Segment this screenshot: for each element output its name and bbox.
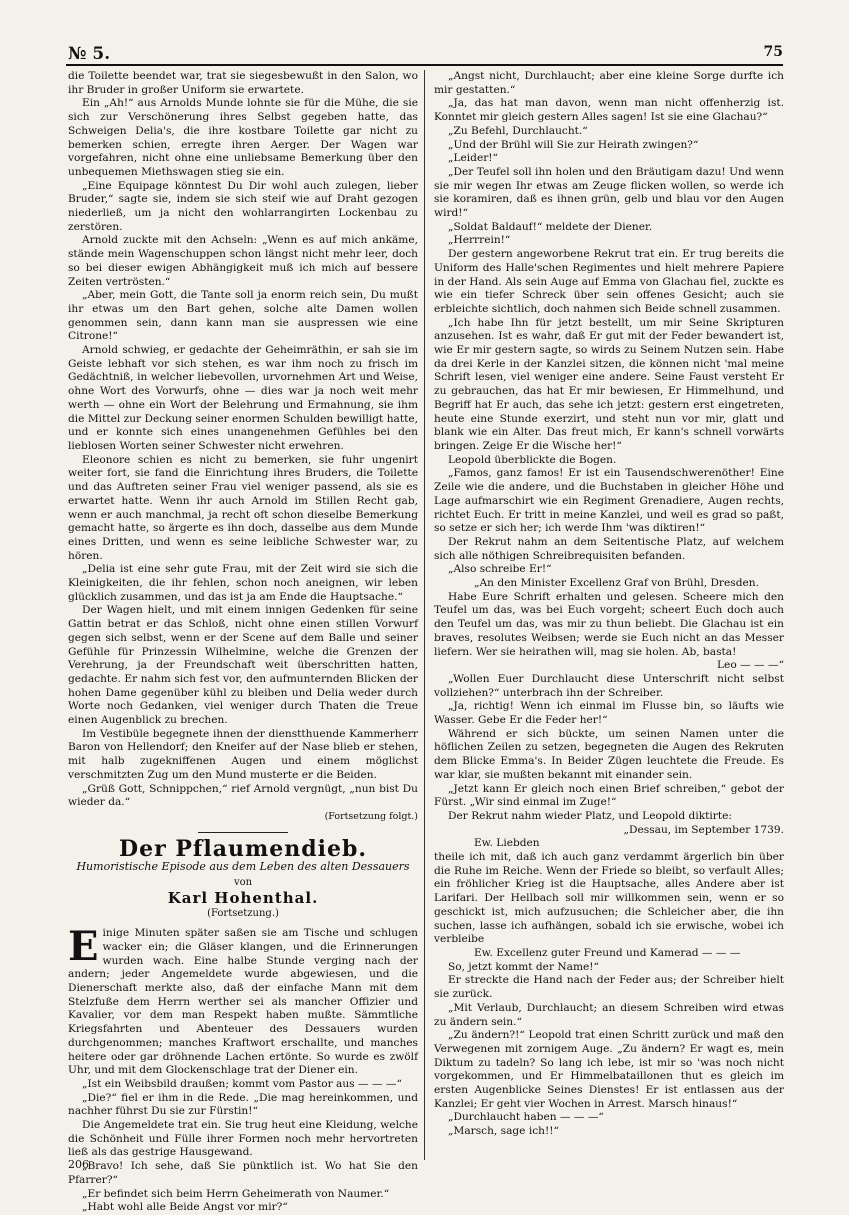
paragraph: So, jetzt kommt der Name!“	[448, 960, 599, 973]
story-title: Der Pflaumendieb.	[119, 835, 367, 862]
paragraph: Der Rekrut nahm wieder Platz, und Leopold diktirte:	[448, 809, 732, 822]
paragraph: „Herrrein!“	[448, 234, 511, 247]
paragraph: Die Angemeldete trat ein. Sie trug heut eine Kleidung, welche die Schönheit und Fülle ihrer Formen noch mehr hervortreten ließ als das gestrige Hausgewand.	[68, 1119, 418, 1159]
paragraph-text: inige Minuten später saßen sie am Tische und schlugen wacker ein; die Gläser klangen, und die Erinnerungen wurden wach. Eine halbe Stunde verging nach der andern; jeder Angemeldete wurde abgewiesen, und die Dienerschaft merkte also, daß der einfache Mann mit dem Stelzfuße dem Herrn werther sei als mancher Offizier und Kavalier, vor dem man Respekt haben mußte. Sämmtliche Kriegsfahrten und Abenteuer des Dessauers wurden durchgenommen; manches Kraftwort erschallte, und manches heitere oder gar dröhnende Lachen ertönte. So wurde es zwölf Uhr, und mit dem Glockenschlage trat der Diener ein.	[68, 927, 418, 1077]
paragraph: „Er befindet sich beim Herrn Geheimerath von Naumer.“	[82, 1187, 390, 1200]
paragraph: „Wollen Euer Durchlaucht diese Unterschrift nicht selbst vollziehen?“ unterbrach ihn der Schreiber.	[434, 672, 784, 699]
right-column	[434, 70, 784, 1139]
letter-date: „Dessau, im September 1739.	[623, 823, 784, 836]
paragraph: Der Rekrut nahm an dem Seitentische Platz, auf welchem sich alle nöthigen Schreibrequisiten befanden.	[434, 535, 784, 562]
paragraph: „Grüß Gott, Schnippchen,“ rief Arnold vergnügt, „nun bist Du wieder da.“	[68, 782, 418, 809]
paragraph: „Ja, das hat man davon, wenn man nicht offenherzig ist. Konntet mir gleich gestern Alles sagen! Ist sie eine Glachau?“	[434, 97, 784, 124]
paragraph: Ein „Ah!“ aus Arnolds Munde lohnte sie für die Mühe, die sie sich zur Verschönerung ihres Selbst gegeben hatte, das Schweigen Delia's, die ihre kostbare Toilette gar nicht zu bemerken schien, erregte ihren Aerger. Der Wagen war vorgefahren, nicht ohne eine unliebsame Bemerkung über den unbequemen Miethswagen stieg sie ein.	[68, 97, 418, 178]
paragraph: Der Wagen hielt, und mit einem innigen Gedenken für seine Gattin betrat er das Schloß, nicht ohne einen stillen Vorwurf gegen sich selbst, wenn er der Scene auf dem Balle und seiner Gefühle für Prinzessin Wilhelmine, welche die Grenzen der Verehrung, ja der Freundschaft weit überschritten hatten, gedachte. Er nahm sich fest vor, den aufmunternden Blicken der hohen Dame gegenüber kühl zu bleiben und Delia weder durch Worte noch Gedanken, viel weniger durch Thaten die Treue einen Augenblick zu brechen.	[68, 604, 418, 727]
paragraph: „Soldat Baldauf!“ meldete der Diener.	[448, 220, 653, 233]
paragraph: „Zu Befehl, Durchlaucht.“	[448, 124, 588, 137]
letter-body: theile ich mit, daß ich auch ganz verdammt ärgerlich bin über die Ruhe im Reiche. Wenn der Friede so bleibt, so verfault Alles; ein fröhlicher Krieg ist die Hauptsache, alles Andere aber ist Larifari. Der Hellbach soll mir willkommen sein, wenn er so geschickt ist, mich aufzusuchen; die Schleicher aber, die ihn suchen, lasse ich aufhängen, sobald ich sie erwische, wobei ich verbleibe	[434, 851, 784, 946]
paragraph: „Ich habe Ihn für jetzt bestellt, um mir Seine Skripturen anzusehen. Ist es wahr, daß Er gut mit der Feder bewandert ist, wie Er mir gestern sagte, so wirds zu Seinem Nutzen sein. Habe da drei Kerle in der Kanzlei sitzen, die können nicht 'mal meine Schrift lesen, viel weniger eine andere. Seine Faust versteht Er zu gebrauchen, das hat Er mir bewiesen, Er Himmelhund, und Begriff hat Er auch, das sehe ich jetzt: gestern erst eingetreten, heute eine Stunde exerzirt, und steht nun vor mir, glatt und blank wie ein Alter. Das freut mich, Er kann's schnell vorwärts bringen. Zeige Er die Wische her!“	[434, 316, 784, 452]
paragraph: „Eine Equipage könntest Du Dir wohl auch zulegen, lieber Bruder,“ sagte sie, indem sie sich steif wie auf Draht gezogen niederließ, um ja nicht den wohlarrangirten Lockenbau zu zerstören.	[68, 179, 418, 233]
paragraph: Im Vestibüle begegnete ihnen der dienstthuende Kammerherr Baron von Hellendorf; den Kneifer auf der Nase blieb er stehen, mit halb zugekniffenen Augen und einem möglichst verschmitzten Zug um den Mund musterte er die Beiden.	[68, 727, 418, 781]
letter-address: „An den Minister Excellenz Graf von Brühl, Dresden.	[474, 577, 759, 590]
paragraph: „Ja, richtig! Wenn ich einmal im Flusse bin, so läufts wie Wasser. Gebe Er die Feder her!“	[434, 700, 784, 727]
paragraph: „Leider!“	[448, 152, 498, 165]
paragraph: „Der Teufel soll ihn holen und den Bräutigam dazu! Und wenn sie mir wegen Ihr etwas am Zeuge flicken wollen, so werde ich sie koramiren, daß es ihnen grün, gelb und blau vor den Augen wird!“	[434, 165, 784, 220]
paragraph: „Bravo! Ich sehe, daß Sie pünktlich ist. Wo hat Sie den Pfarrer?“	[68, 1160, 418, 1186]
letter-body: Habe Eure Schrift erhalten und gelesen. Scheere mich den Teufel um das, was bei Euch vorgeht; scheert Euch doch auch den Teufel um das, was mir zu thun beliebt. Die Glachau ist ein braves, resolutes Weibsen; werde sie Euch nicht an das Messer liefern. Wer sie heirathen will, mag sie holen. Ab, basta!	[434, 590, 784, 658]
paragraph	[68, 923, 418, 1078]
paragraph: Arnold schwieg, er gedachte der Geheimräthin, er sah sie im Geiste lebhaft vor sich stehen, es war ihm noch zu frisch im Gedächtniß, in welcher liebevollen, urvornehmen Art und Weise, ohne Wort des Vorwurfs, ohne — dies war ja noch weit mehr werth — ohne ein Wort der Belehrung und Ermahnung, sie ihm die Mittel zur Deckung seiner enormen Schulden bewilligt hatte, und er konnte sich eines unangenehmen Gefühles bei den lieblosen Worten seiner Schwester nicht erwehren.	[68, 344, 418, 452]
continued-note: (Fortsetzung folgt.)	[324, 810, 418, 822]
paragraph: „Ist ein Weibsbild draußen; kommt vom Pastor aus — — —“	[82, 1077, 402, 1090]
paragraph: Er streckte die Hand nach der Feder aus; der Schreiber hielt sie zurück.	[434, 974, 784, 1001]
paragraph: „Habt wohl alle Beide Angst vor mir?“	[82, 1201, 288, 1214]
left-column	[68, 70, 418, 1215]
paragraph: „Mit Verlaub, Durchlaucht; an diesem Schreiben wird etwas zu ändern sein.“	[434, 1001, 784, 1028]
letter-salutation: Ew. Liebden	[474, 837, 540, 850]
paragraph: „Aber, mein Gott, die Tante soll ja enorm reich sein, Du mußt ihr etwas um den Bart gehen, solche alte Damen wollen genommen sein, dann kann man sie auspressen wie eine Citrone!“	[68, 289, 418, 343]
header-rule	[66, 64, 783, 66]
paragraph: Während er sich bückte, um seinen Namen unter die höflichen Zeilen zu setzen, begegneten die Augen des Rekruten dem Blicke Emma's. In Beider Zügen leuchtete die Freude. Es war klar, sie mußten bekannt mit einander sein.	[434, 727, 784, 781]
paragraph: „Also schreibe Er!“	[448, 563, 552, 576]
section-separator	[198, 832, 288, 833]
paragraph: „Und der Brühl will Sie zur Heirath zwingen?“	[448, 138, 699, 151]
paragraph: Der gestern angeworbene Rekrut trat ein. Er trug bereits die Uniform des Halle'schen Regimentes und hielt mehrere Papiere in der Hand. Als sein Auge auf Emma von Glachau fiel, zuckte es wie ein tiefer Schreck über sein offenes Gesicht; auch sie erbleichte sichtlich, doch nahmen sich Beide schnell zusammen.	[434, 248, 784, 315]
drop-cap: E	[68, 923, 99, 971]
paragraph: Arnold zuckte mit den Achseln: „Wenn es auf mich ankäme, stände mein Wagenschuppen schon längst nicht mehr leer, doch so bei dieser ewigen Abhängigkeit muß ich mich auf bessere Zeiten vertrösten.“	[68, 234, 418, 288]
paragraph: „Durchlaucht haben — — —“	[448, 1111, 604, 1124]
column-divider	[424, 70, 425, 1160]
story-continuation: (Fortsetzung.)	[207, 908, 279, 920]
paragraph: „Angst nicht, Durchlaucht; aber eine kleine Sorge durfte ich mir gestatten.“	[434, 70, 784, 96]
letter-signature: Leo — — —“	[717, 659, 784, 672]
story-author: Karl Hohenthal.	[167, 888, 319, 907]
paragraph: die Toilette beendet war, trat sie siegesbewußt in den Salon, wo ihr Bruder in großer Uniform sie erwartete.	[68, 70, 418, 96]
paragraph: „Zu ändern?!“ Leopold trat einen Schritt zurück und maß den Verwegenen mit zornigem Auge. „Zu ändern? Er wagt es, mein Diktum zu tadeln? So lang ich lebe, ist mir so 'was noch nicht vorgekommen, und Er Himmelbataillonen thut es gleich im ersten Augenblicke Seines Dienstes! Er ist entlassen aus der Kanzlei; Er geht vier Wochen in Arrest. Marsch hinaus!“	[434, 1029, 784, 1110]
letter-closing: Ew. Excellenz guter Freund und Kamerad — — —	[474, 947, 741, 959]
paragraph: „Famos, ganz famos! Er ist ein Tausendschwerenöther! Eine Zeile wie die andere, und die Buchstaben in gleicher Höhe und Lage aufmarschirt wie ein Regiment Grenadiere, Augen rechts, richtet Euch. Er tritt in meine Kanzlei, und weil es grad so paßt, so setze er sich her; ich werde Ihm 'was diktiren!“	[434, 467, 784, 535]
paragraph: „Marsch, sage ich!!“	[448, 1125, 559, 1138]
paragraph: Leopold überblickte die Bogen.	[448, 453, 617, 466]
story-subtitle: Humoristische Episode aus dem Leben des alten Dessauers	[76, 860, 410, 874]
issue-number: № 5.	[68, 44, 111, 64]
paragraph: „Die?“ fiel er ihm in die Rede. „Die mag hereinkommen, und nachher führst Du sie zur Fürstin!“	[68, 1091, 418, 1118]
paragraph: „Jetzt kann Er gleich noch einen Brief schreiben,“ gebot der Fürst. „Wir sind einmal im Zuge!“	[434, 782, 784, 809]
story-von: von	[233, 877, 253, 889]
page-number-top: 75	[763, 44, 783, 60]
paragraph: Eleonore schien es nicht zu bemerken, sie fuhr ungenirt weiter fort, sie fand die Einrichtung ihres Bruders, die Toilette und das Auftreten seiner Frau viel weniger passend, als sie es erwartet hatte. Wenn ihr auch Arnold im Stillen Recht gab, wenn er auch manchmal, ja recht oft schon dieselbe Bemerkung gemacht hatte, so ärgerte es ihn doch, dasselbe aus dem Munde eines Dritten, und wenn es seine leibliche Schwester war, zu hören.	[68, 453, 418, 562]
page-number-bottom: 206	[68, 1158, 89, 1171]
paragraph: „Delia ist eine sehr gute Frau, mit der Zeit wird sie sich die Kleinigkeiten, die ihr fehlen, schon noch aneignen, wir leben glücklich zusammen, und das ist ja am Ende die Hauptsache.“	[68, 563, 418, 603]
